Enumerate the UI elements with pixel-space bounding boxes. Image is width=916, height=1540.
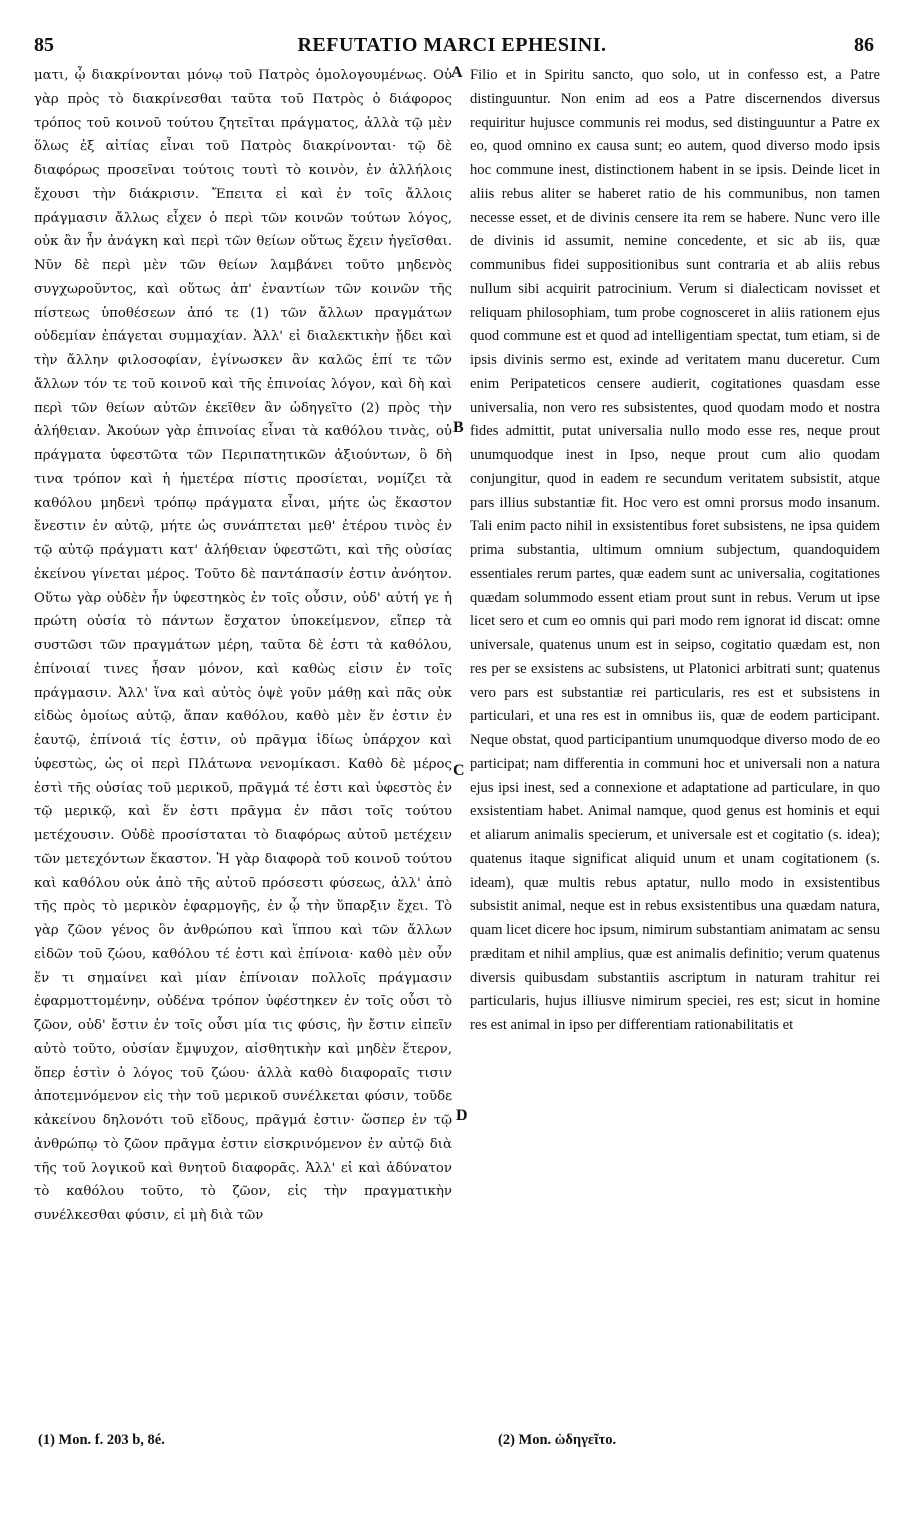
margin-marker-c: C [453, 762, 465, 779]
margin-marker-d: D [456, 1107, 468, 1124]
greek-text: ματι, ᾧ διακρίνονται μόνῳ τοῦ Πατρὸς ὁμολογουμένως. Οὐ γὰρ πρὸς τὸ διακρίνεσθαι ταῦτα τοῦ Πατρὸς ὁ διάφορος τρόπος τοῦ κοινοῦ τούτου ζητεῖται πράγματος, ἀλλὰ τῷ μὲν ὅλως ἐξ αἰτίας εἶναι τοῦ Πατρὸς διακρίνονται· τῷ δὲ διαφόρως προσεῖναι τούτοις τουτὶ τὸ κοινὸν, ἐν ἀλλήλοις ἔχουσι τὴν διάκρισιν. Ἔπειτα εἰ καὶ ἐν τοῖς ἄλλοις πράγμασιν ἄλλως εἶχεν ὁ περὶ τῶν κοινῶν τούτων λόγος, οὐκ ἂν ἦν ἀνάγκη καὶ περὶ τῶν θείων οὕτως ἔχειν ἡγεῖσθαι. Νῦν δὲ περὶ μὲν τῶν θείων λαμβάνει τοῦτο μηδενὸς συγχωροῦντος, καὶ οὕτως ἀπ' ἐναντίων τῶν κοινῶν τῆς πίστεως ὑποθέσεων ἀπό τε (1) τῶν ἄλλων πραγμάτων οὐδεμίαν ἐπάγεται συμμαχίαν. Ἀλλ' εἰ διαλεκτικὴν ᾔδει καὶ τὴν ἄλλην φιλοσοφίαν, ἐγίνωσκεν ἂν καλῶς ἐπί τε τῶν ἄλλων τόν τε τοῦ κοινοῦ καὶ τῆς ἐπινοίας λόγον, καὶ δὴ καὶ περὶ τῶν θείων αὐτῶν ἐκεῖθεν ἂν ὡδηγεῖτο (2) πρὸς τὴν ἀλήθειαν. Ἀκούων γὰρ ἐπινοίας εἶναι τὰ καθόλου τινὰς, οὐ πράγματα ὑφεστῶτα τῶν Περιπατητικῶν ἀξιούντων, ὃ δὴ τινα τρόπον καὶ ἡ ἡμετέρα πίστις προσίεται, νομίζει τὰ καθόλου μηδενὶ τρόπῳ πράγματα εἶναι, μήτε ὡς ἕκαστον ἔνεστιν ἐν αὐτῷ, μήτε ὡς συνάπτεται μεθ' ἑτέρου τινὸς ἐν τῷ αὐτῷ πράγματι κατ' ἀλήθειαν ὑφεστῶτι, καὶ τῆς οὐσίας ἐκείνου γίνεται μέρος. Τοῦτο δὲ παντάπασίν ἐστιν ἀνόητον. Οὕτω γὰρ οὐδὲν ἦν ὑφεστηκὸς ἐν τοῖς οὖσιν, οὐδ' αὐτή γε ἡ πρώτη οὐσία τὸ πάντων ἔσχατον ὑποκείμενον, εἴπερ τὰ συστῶσι τῶν πραγμάτων μέρη, ταῦτα δὲ ἐστι τὰ καθόλου, ἐπίνοιαί τινες ἦσαν μόνον, καὶ καθὼς εἰσιν ἐν τοῖς πράγμασιν. Ἀλλ' ἵνα καὶ αὐτὸς ὀψὲ γοῦν μάθῃ καὶ πᾶς οὐκ εἰδὼς ὁμοίως αὐτῷ, ἅπαν καθόλου, καθὸ μὲν ἕν ἐστιν ἐν ἑαυτῷ, ἐπίνοιά τίς ἐστιν, οὐ πρᾶγμα ἰδίως ὑπάρχον καὶ ὑφεστὼς, ὡς οἱ περὶ Πλάτωνα νενομίκασι. Καθὸ δὲ μέρος ἐστὶ τῆς οὐσίας τοῦ μερικοῦ, πρᾶγμά τέ ἐστι καὶ ὑφεστὸς ἐν τῷ μερικῷ, καὶ ἕν ἐστι πρᾶγμα ἐν πᾶσι τοῖς τούτου μετέχουσιν. Οὐδὲ προσίσταται τὸ διαφόρως αὐτοῦ μετέχειν τῶν μετεχόντων ἕκαστον. Ἡ γὰρ διαφορὰ τοῦ κοινοῦ τούτου καὶ καθόλου οὐκ ἀπὸ τῆς αὐτοῦ πρόσεστι φύσεως, ἀλλ' ἀπὸ τῆς πρὸς τὸ μερικὸν ἐφαρμογῆς, ἐν ᾧ τὴν ὕπαρξιν ἔχει. Τὸ γὰρ ζῶον γένος ὂν ἀνθρώπου καὶ ἵππου καὶ τῶν ἄλλων εἰδῶν τοῦ ζώου, καθόλου τέ ἐστι καὶ ἐπίνοια· καθὸ μὲν οὖν ἕν τι σημαίνει καὶ μίαν ἐπίνοιαν πολλοῖς πράγμασιν ἐφαρμοττομένην, οὐδένα τρόπον ὑφέστηκεν ἐν τοῖς οὖσι τὸ ζῶον, οὐδ' ἔστιν ἐν τοῖς οὖσι μία τις φύσις, ἣν ἔστιν εἰπεῖν αὐτὸ τοῦτο, οὐσίαν ἔμψυχον, αἰσθητικὴν καὶ μηδὲν ἕτερον, ὅπερ ἐστὶν ὁ λόγος τοῦ ζώου· ἀλλὰ καθὸ διαφοραῖς τισιν ἀποτεμνόμενον εἰς τὴν τοῦ μερικοῦ συνέλκεται φύσιν, τοῦδε κἀκείνου δηλονότι τοῦ εἴδους, πρᾶγμά ἐστιν· ὥσπερ ἐν τῷ ἀνθρώπῳ τὸ ζῶον πρᾶγμα ἐστιν εἰσκρινόμενον ἐν αὐτῷ διὰ τῆς τοῦ λογικοῦ καὶ θνητοῦ διαφορᾶς. Ἀλλ' εἰ καὶ ἀδύνατον τὸ καθόλου τοῦτο, τὸ ζῶον, εἰς τὴν πραγματικὴν συνέλκεσθαι φύσιν, εἰ μὴ διὰ τῶν [34, 68, 452, 1223]
latin-column [470, 64, 880, 1038]
running-title: REFUTATIO MARCI EPHESINI. [297, 34, 607, 56]
left-page-number: 85 [34, 34, 54, 56]
latin-text: Filio et in Spiritu sancto, quo solo, ut in confesso est, a Patre distinguuntur. Non enim ad eos a Patre discernendos diversus requiritur hujusce communis rei modus, sed distinguuntur a Patre ex eo, quod omnino ex causa sunt; eo autem, quod diverso modo ipsis hoc commune inest, distinctionem habent in se ipsis. Deinde licet in aliis rebus aliter se haberet ratio de his communibus, non tamen necesse esset, et de divinis censere ita rem se habere. Nunc vero ille de divinis id assumit, nemine concedente, et sic ab iis, quæ communibus fidei suppositionibus sunt contraria et ab aliis rebus nullum sibi acquirit patrocinium. Verum si dialecticam novisset et reliquam philosophiam, tum probe cognosceret in aliis rationem ejus quod commune est et quod ad intelligentiam spectat, tum etiam, si de ipsis divinis sermo est, exinde ad veritatem manu duceretur. Cum enim Peripateticos censere audierit, cogitationes quasdam esse universalia, non vero res subsistentes, quod quodam modo et nostra fides admittit, putat universalia nullo modo esse res, neque prout unumquodque inest in Ipso, neque prout cum alio quodam conjungitur, quod in eadem re secundum veritatem subsistit, atque pars illius substantiæ fit. Hoc vero est omni prorsus modo insanum. Tali enim pacto nihil in exsistentibus foret subsistens, ne ipsa quidem prima substantia, ultimum omnium subjectum, quandoquidem essentiales rerum partes, quæ eadem sunt ac universalia, cogitationes quædam solummodo essent etiam prout sunt in rebus. Verum ut ipse licet sero et cum eo omnis qui pari modo rem ignorat id discat: omne universale, quatenus unum est in seipso, cogitatio quædam est, non res per se exsistens ac subsistens, ut Platonici arbitrati sunt; quatenus vero pars est substantiæ rei particularis, res est et subsistens in particulari, et una res est in omnibus iis, quæ de eodem participant. Neque obstat, quod participantium unumquodque diverso modo de eo participat; nam differentia in communi hoc et universali non a natura ejus ipsi inest, sed a connexione et adaptatione ad particulare, in quo exsistentiam habet. Animal namque, quod genus est hominis et equi et aliarum animalis specierum, et universale est et cogitatio (s. idea); quatenus itaque significat aliquid unum et unam cogitationem (s. ideam), quæ multis rebus aptatur, nullo modo in exsistentibus subsistit animal, neque est in rebus exsistentibus una quædam natura, quam licet dicere hoc ipsum, nimirum substantiam animatam ac sensu præditam et nihil amplius, quæ est animalis definitio; verum quatenus diversis quibusdam substantiis ascriptum in naturam trahitur rei particularis, hujus illiusve nimirum speciei, res est; sicut in homine res est animal in ipso per differentiam rationabilitatis et [470, 67, 880, 1033]
margin-marker-a: A [451, 64, 463, 81]
right-page-number: 86 [854, 34, 874, 56]
page-header [30, 34, 874, 60]
footnote-right: (2) Mon. ὡδηγεῖτο. [498, 1432, 617, 1448]
footnote-left: (1) Mon. f. 203 b, 8é. [38, 1432, 165, 1448]
margin-marker-b: B [453, 419, 464, 436]
greek-column [34, 64, 452, 1228]
